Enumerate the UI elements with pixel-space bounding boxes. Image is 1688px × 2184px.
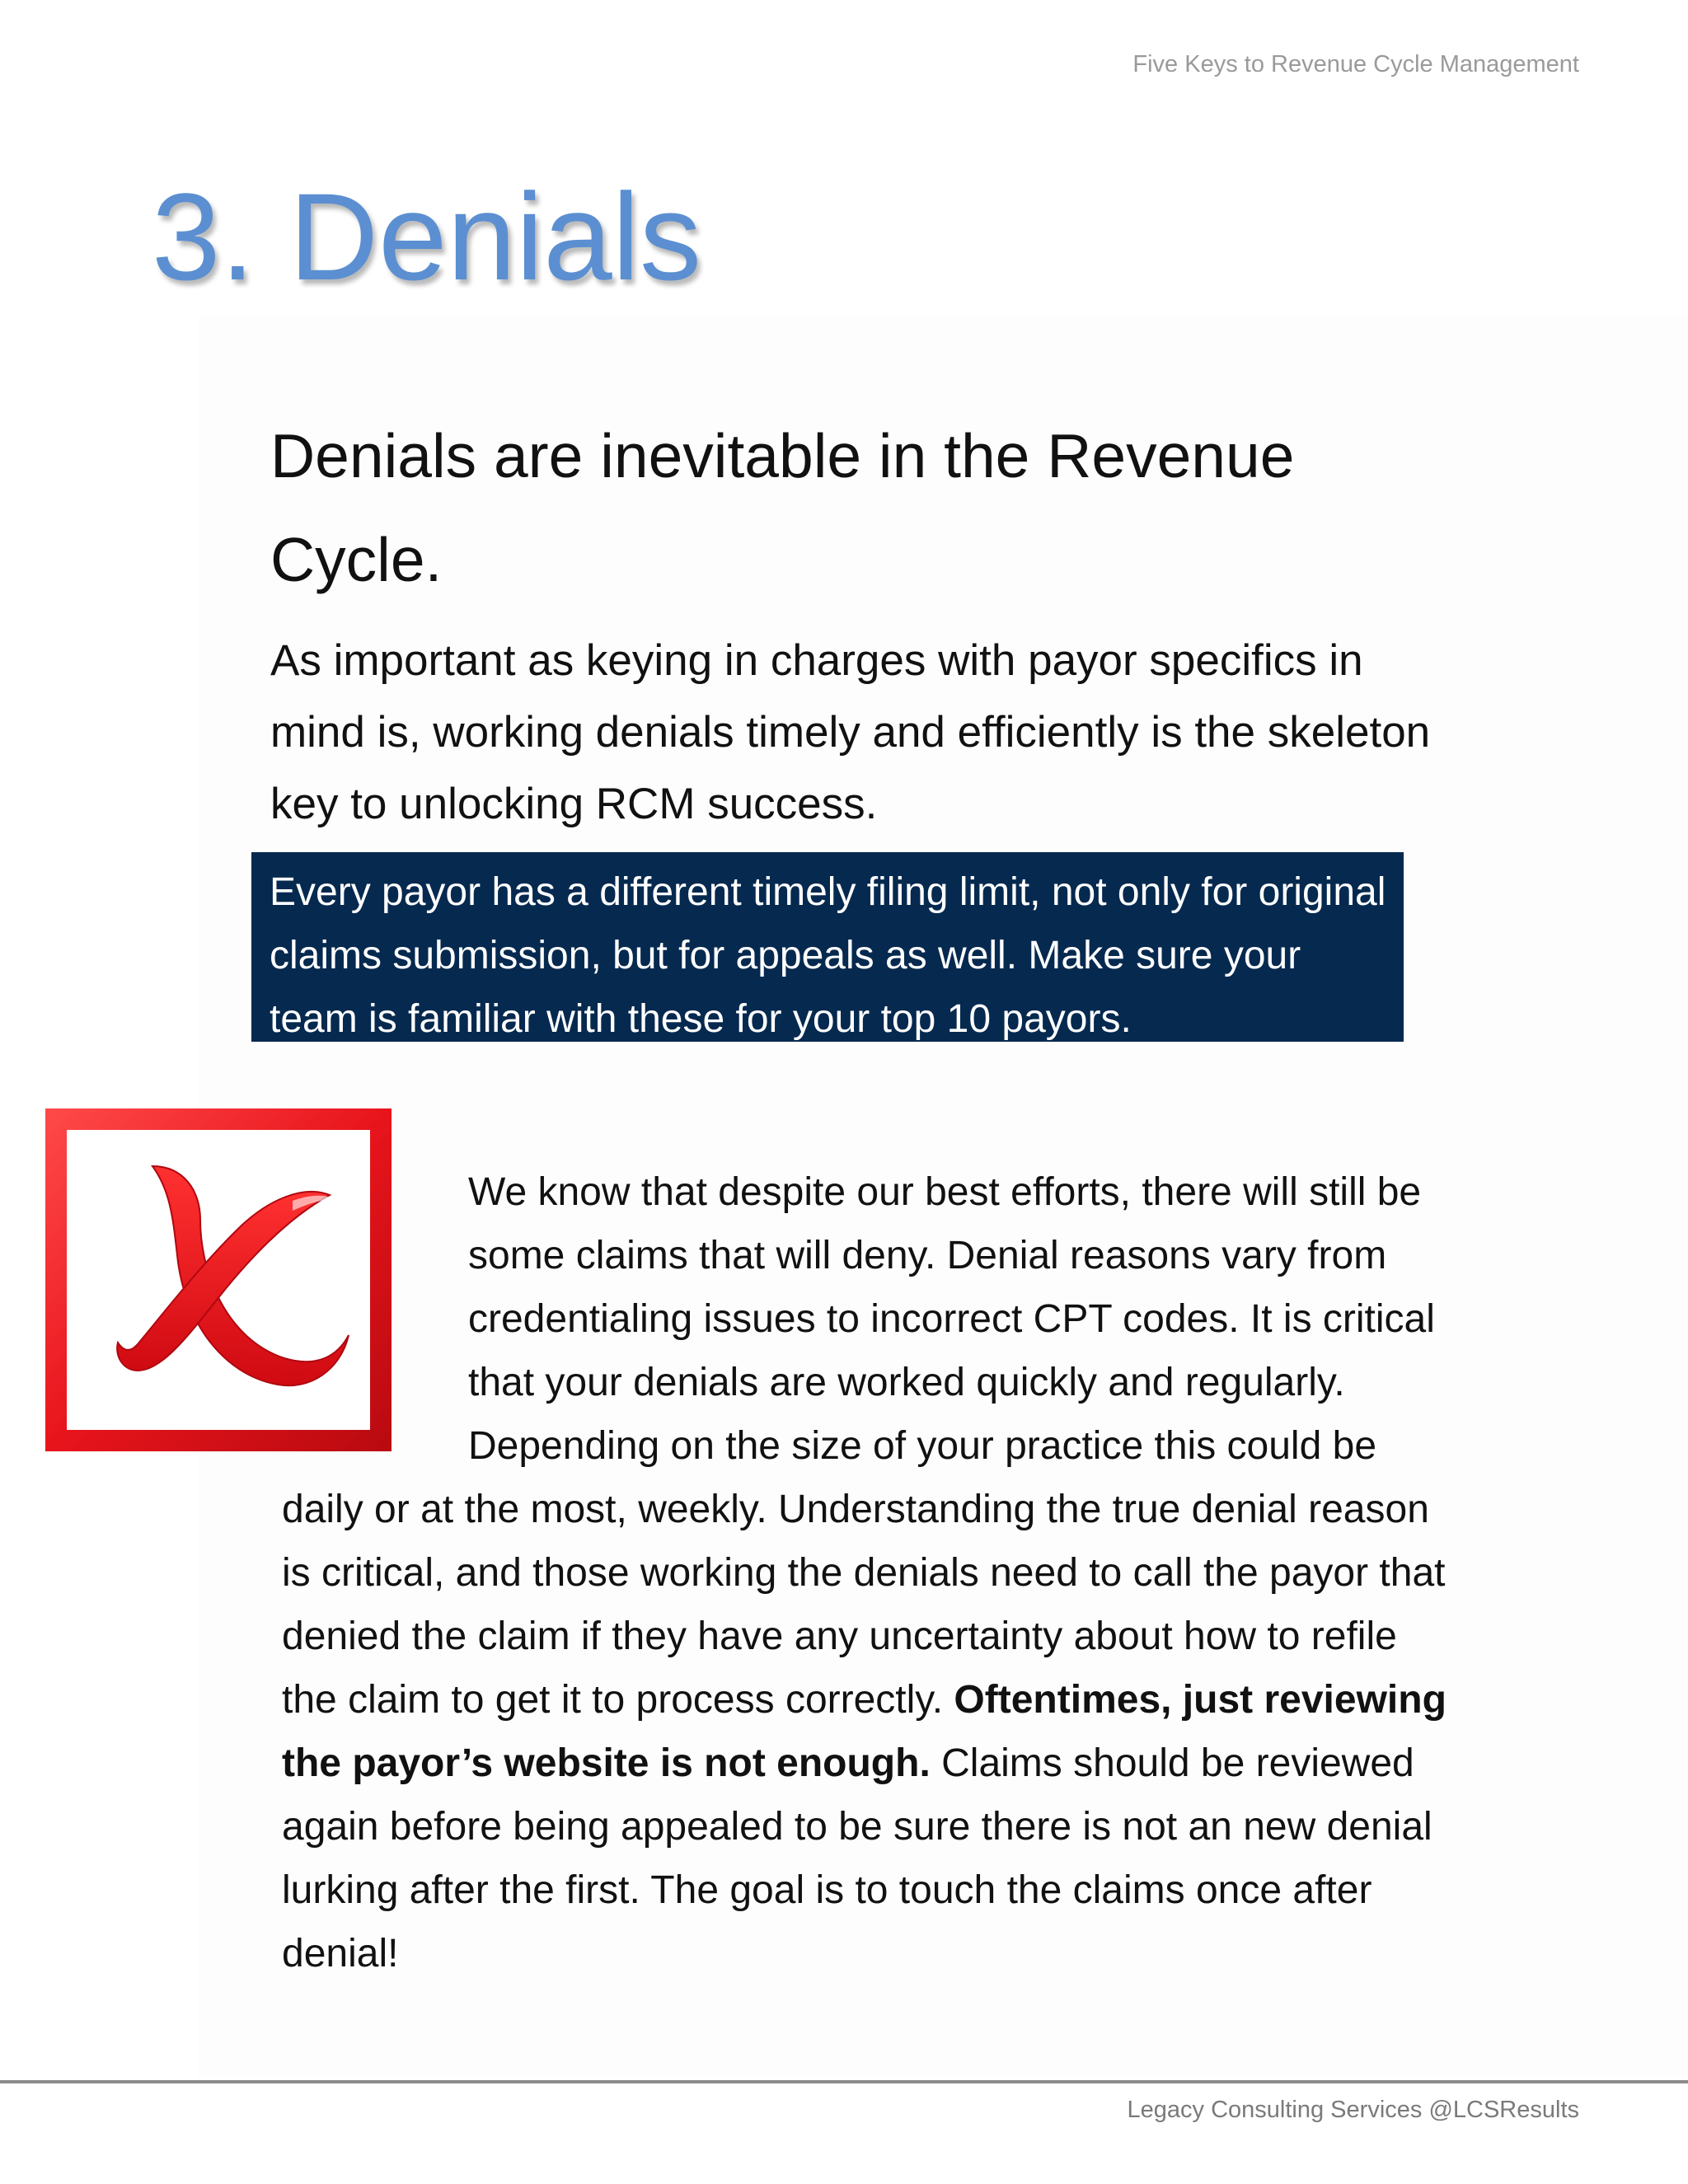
intro-paragraph: As important as keying in charges with payor specifics in mind is, working denials timely and efficiently is the skeleton key to unlocking RCM success. bbox=[270, 636, 1431, 828]
section-title: 3. Denials bbox=[152, 167, 702, 306]
callout-text: Every payor has a different timely filing limit, not only for original claims submission, but for appeals as well. Make sure your team is familiar with these for your top 10 payors. bbox=[270, 870, 1386, 1041]
figure-wrap-spacer bbox=[282, 1160, 468, 1453]
body-paragraph bbox=[282, 1160, 1452, 1985]
body-text-part1: We know that despite our best efforts, there will still be some claims that will deny. Denial reasons vary from credentialing issues to incorrect CPT codes. It is critical that your denials are worked quickly and regularly. Depending on the size of your practice this could be daily or at the most, weekly. Understanding the true denial reason is critical, and those working the denials need to call the payor that denied the claim if they have any uncertainty about how to refile the claim to get it to process correctly. bbox=[282, 1170, 1446, 1722]
body-text-part2: Claims should be reviewed again before being appealed to be sure there is not an new denial lurking after the first. The goal is to touch the claims once after denial! bbox=[282, 1741, 1432, 1975]
lead-heading: Denials are inevitable in the Revenue Cycle. bbox=[270, 421, 1295, 594]
running-header: Five Keys to Revenue Cycle Management bbox=[1132, 51, 1579, 77]
footer-text: Legacy Consulting Services @LCSResults bbox=[1127, 2097, 1579, 2123]
body-text-emphasis: Oftentimes, just reviewing the payor’s website is not enough. bbox=[282, 1678, 1447, 1785]
footer-rule bbox=[0, 2080, 1688, 2083]
callout-box bbox=[251, 852, 1404, 1042]
